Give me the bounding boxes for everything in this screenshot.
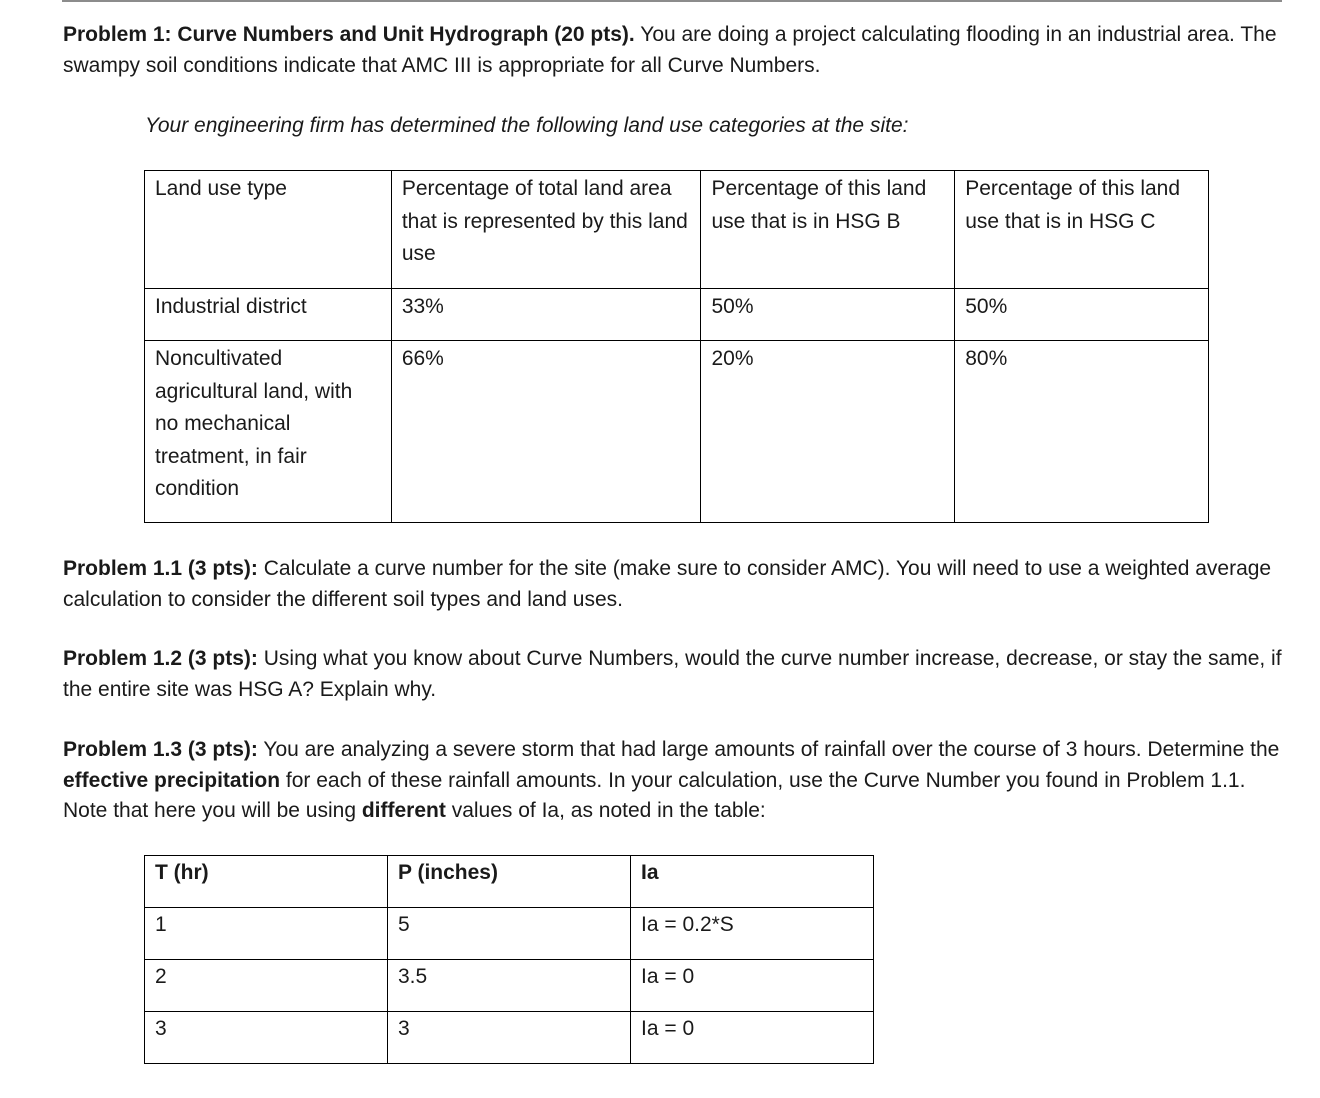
problem-1-2 [63,644,1283,705]
table-cell: 2 [145,960,388,1012]
table-cell: Ia = 0 [631,1012,874,1064]
problem-1-3-text: for each of these rainfall amounts. In your calculation, use the Curve Number you found in Problem 1.1. Note that here you will be using [63,768,1246,822]
table-cell: 33% [391,289,701,341]
top-rule [62,0,1282,2]
table-row [145,341,1209,523]
problem-1-3-label: Problem 1.3 (3 pts): [63,738,258,761]
table-cell: 50% [955,289,1209,341]
header-cell: Ia [631,856,874,908]
table-cell: 80% [955,341,1209,523]
header-cell: Percentage of this land use that is in HSG B [701,171,955,289]
table-cell: 50% [701,289,955,341]
header-cell: Percentage of total land area that is represented by this land use [391,171,701,289]
problem-1-3 [63,735,1283,827]
header-cell: Percentage of this land use that is in HSG C [955,171,1209,289]
header-cell: Land use type [145,171,392,289]
intro-text: Your engineering firm has determined the following land use categories at the site: [145,114,909,137]
problem1-paragraph [63,20,1283,81]
problem-1-2-text: Using what you know about Curve Numbers, would the curve number increase, decrease, or stay the same, if the entire site was HSG A? Explain why. [63,647,1282,701]
land-use-table [144,170,1209,523]
table-header-row [145,171,1209,289]
problem-1-1-label: Problem 1.1 (3 pts): [63,557,258,580]
problem-1-3-text: values of Ia, as noted in the table: [451,799,766,822]
table-cell: 1 [145,908,388,960]
table-cell: Ia = 0.2*S [631,908,874,960]
table-cell: Industrial district [145,289,392,341]
header-cell: T (hr) [145,856,388,908]
storm-table [144,855,874,1064]
table-row [145,289,1209,341]
table-cell: Noncultivated agricultural land, with no mechanical treatment, in fair condition [145,341,392,523]
table-cell: 5 [388,908,631,960]
table-row [145,960,874,1012]
table-header-row [145,856,874,908]
problem1-title: Problem 1: Curve Numbers and Unit Hydrograph (20 pts). [63,23,635,46]
problem-1-1 [63,554,1283,615]
table-cell: 3.5 [388,960,631,1012]
problem-1-3-emphasis: effective precipitation [63,768,281,792]
table-cell: 3 [145,1012,388,1064]
problem-1-3-text: You are analyzing a severe storm that had large amounts of rainfall over the course of 3 hours. Determine the [263,738,1280,761]
table-row [145,908,874,960]
table-cell: Ia = 0 [631,960,874,1012]
problem-1-3-emphasis: different [361,799,446,822]
problem-1-2-label: Problem 1.2 (3 pts): [63,647,258,670]
table-cell: 20% [701,341,955,523]
table-row [145,1012,874,1064]
problem-1-1-text: Calculate a curve number for the site (make sure to consider AMC). You will need to use a weighted average calculation to consider the different soil types and land uses. [63,557,1272,611]
table-cell: 3 [388,1012,631,1064]
header-cell: P (inches) [388,856,631,908]
table-cell: 66% [391,341,701,523]
problem1-text: You are doing a project calculating flooding in an industrial area. The swampy soil conditions indicate that AMC III is appropriate for all Curve Numbers. [63,23,1277,77]
